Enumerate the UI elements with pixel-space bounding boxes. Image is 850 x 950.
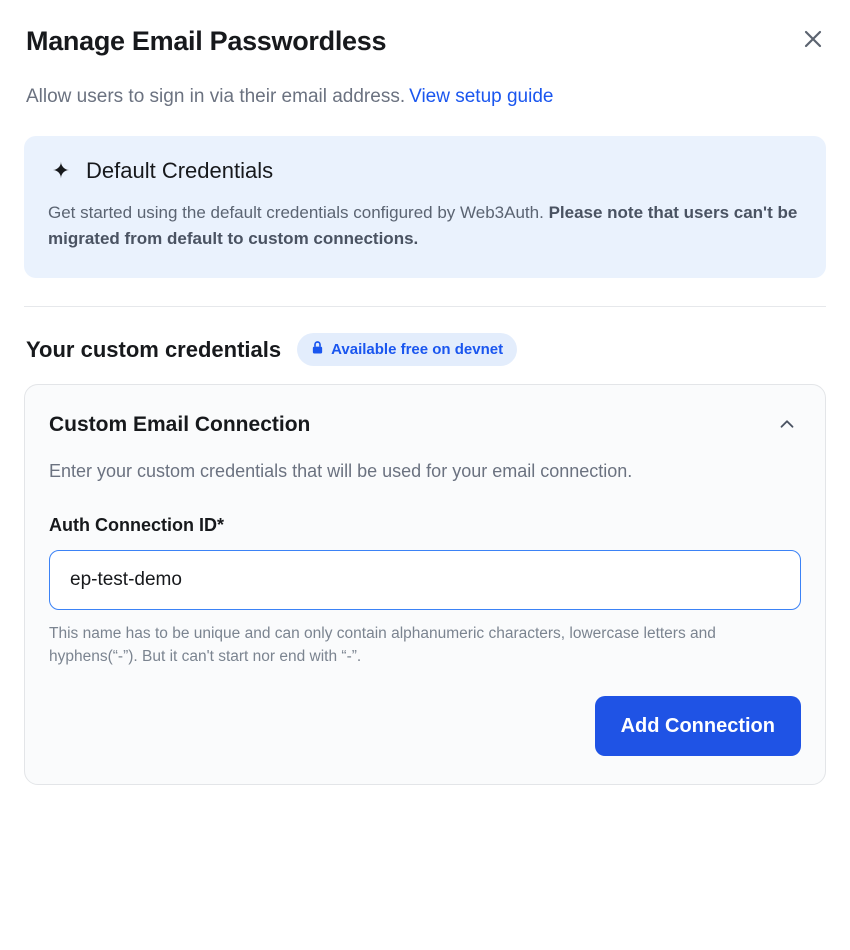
chevron-up-icon <box>776 413 798 438</box>
card-header[interactable] <box>49 411 801 439</box>
card-description: Enter your custom credentials that will be used for your email connection. <box>49 461 633 481</box>
collapse-toggle-button[interactable] <box>773 411 801 439</box>
auth-connection-id-label <box>49 515 801 536</box>
auth-connection-id-input[interactable] <box>49 550 801 610</box>
banner-header <box>48 158 802 184</box>
status-badge <box>297 333 517 366</box>
dialog-subtitle <box>24 84 826 110</box>
custom-credentials-header <box>24 333 826 366</box>
auth-connection-id-helper-text: This name has to be unique and can only contain alphanumeric characters, lowercase letters and hyphens(“-”). But it can't start nor end with “-”. <box>49 625 716 665</box>
card-title: Custom Email Connection <box>49 413 311 436</box>
close-button[interactable] <box>796 22 830 56</box>
section-title: Your custom credentials <box>26 336 282 362</box>
dialog-subtitle-text: Allow users to sign in via their email address. <box>26 86 406 107</box>
banner-text-bold: Please note that users can't be migrated from default to custom connections. <box>48 203 798 248</box>
lock-icon <box>311 340 324 359</box>
status-badge-label: Available free on devnet <box>331 341 504 358</box>
sparkles-icon: ✦ <box>51 158 71 183</box>
banner-text-lead: Get started using the default credentials configured by Web3Auth. <box>48 203 544 222</box>
close-icon <box>801 27 825 51</box>
banner-title: Default Credentials <box>86 158 274 183</box>
auth-connection-id-label-text: Auth Connection ID <box>49 515 217 535</box>
dialog-header <box>24 24 826 58</box>
page-title: Manage Email Passwordless <box>26 26 387 56</box>
default-credentials-banner <box>24 136 826 278</box>
section-divider <box>24 306 826 307</box>
card-actions <box>49 696 801 756</box>
banner-body <box>48 200 802 252</box>
custom-email-connection-card <box>24 384 826 785</box>
view-setup-guide-link[interactable]: View setup guide <box>409 86 554 107</box>
add-connection-button[interactable]: Add Connection <box>595 696 801 756</box>
required-marker: * <box>216 515 224 535</box>
